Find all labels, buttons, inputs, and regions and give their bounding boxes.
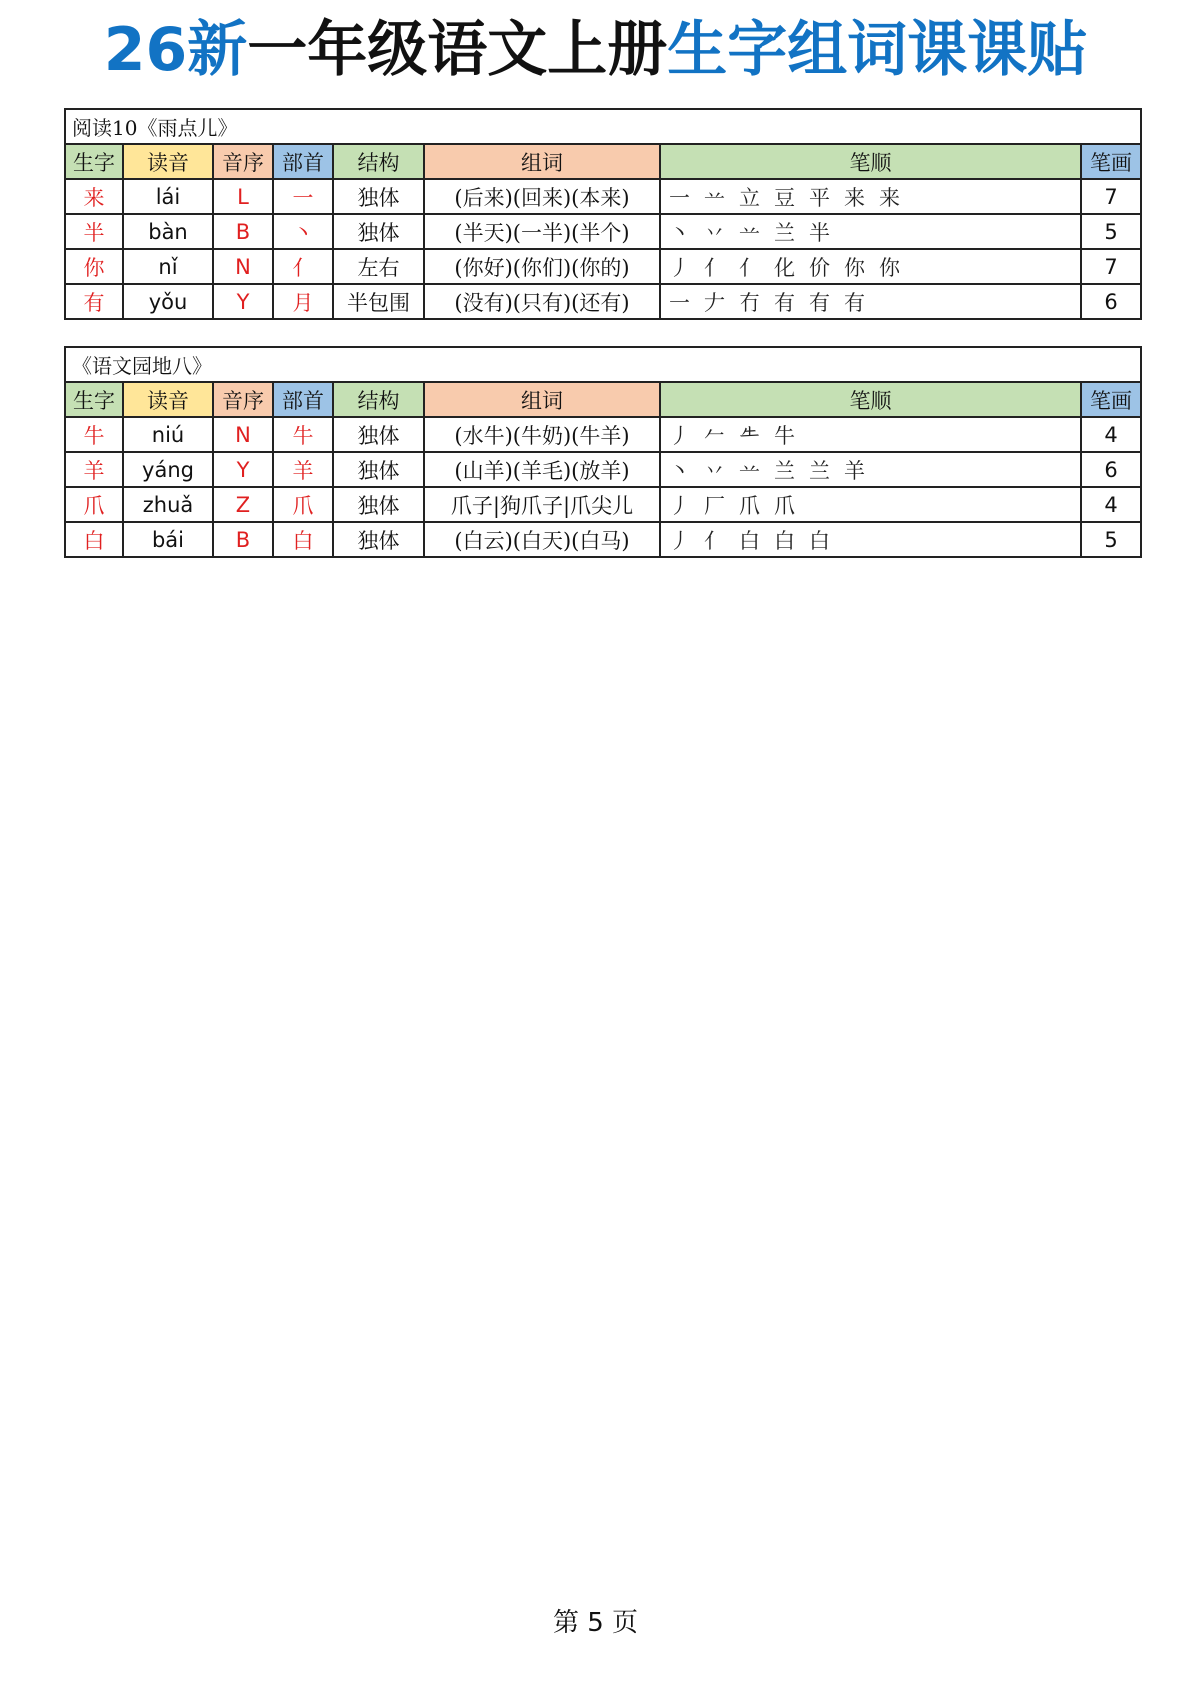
radical-cell: 月 (273, 284, 333, 319)
structure-cell: 半包围 (333, 284, 424, 319)
stroke-step: 丿 (669, 255, 690, 280)
stroke-count-cell: 5 (1081, 522, 1141, 557)
lesson-table-2 (64, 346, 1142, 558)
pinyin-cell: bái (123, 522, 213, 557)
stroke-step: 丶 (669, 220, 690, 245)
order-cell: N (213, 417, 273, 452)
char-cell: 爪 (65, 487, 123, 522)
section-caption-row (65, 347, 1141, 382)
stroke-step: 爪 (739, 493, 760, 518)
stroke-step: 兰 (774, 220, 795, 245)
stroke-step: 丿 (669, 528, 690, 553)
stroke-count-cell: 6 (1081, 452, 1141, 487)
words-cell: (白云)(白天)(白马) (424, 522, 660, 557)
stroke-step: 丿 (669, 423, 690, 448)
stroke-step: 䒑 (739, 458, 760, 483)
structure-cell: 独体 (333, 452, 424, 487)
stroke-order-cell (660, 487, 1081, 522)
stroke-step: 厂 (704, 493, 725, 518)
stroke-step: 一 (669, 185, 690, 210)
words-cell: (水牛)(牛奶)(牛羊) (424, 417, 660, 452)
stroke-step: 丿 (669, 493, 690, 518)
stroke-step: 一 (669, 290, 690, 315)
stroke-step: 平 (809, 185, 830, 210)
table-row (65, 522, 1141, 557)
order-cell: Y (213, 452, 273, 487)
stroke-step: 丷 (704, 220, 725, 245)
stroke-order-cell (660, 417, 1081, 452)
stroke-order-cell (660, 284, 1081, 319)
section-caption-row (65, 109, 1141, 144)
stroke-step: 你 (844, 255, 865, 280)
table-row (65, 417, 1141, 452)
order-cell: Z (213, 487, 273, 522)
title-part-1: 26新 (103, 15, 248, 85)
words-cell: (没有)(只有)(还有) (424, 284, 660, 319)
pinyin-cell: zhuǎ (123, 487, 213, 522)
char-cell: 来 (65, 179, 123, 214)
radical-cell: 丶 (273, 214, 333, 249)
stroke-step: 亻 (739, 255, 760, 280)
stroke-step: 有 (809, 290, 830, 315)
stroke-step: 爪 (774, 493, 795, 518)
stroke-step: 冇 (739, 290, 760, 315)
stroke-step: 你 (879, 255, 900, 280)
stroke-step: 白 (809, 528, 830, 553)
stroke-order-cell (660, 522, 1081, 557)
words-cell: (半天)(一半)(半个) (424, 214, 660, 249)
pinyin-cell: niú (123, 417, 213, 452)
stroke-step: 有 (844, 290, 865, 315)
radical-cell: 白 (273, 522, 333, 557)
title-part-3: 生字组词课课贴 (667, 15, 1088, 85)
char-cell: 你 (65, 249, 123, 284)
stroke-step: 𠂒 (739, 423, 760, 448)
structure-cell: 独体 (333, 487, 424, 522)
stroke-step: 羊 (844, 458, 865, 483)
lesson-table-1 (64, 108, 1142, 320)
stroke-order-cell (660, 249, 1081, 284)
words-cell: (后来)(回来)(本来) (424, 179, 660, 214)
pinyin-cell: nǐ (123, 249, 213, 284)
stroke-step: 𠂇 (704, 290, 725, 315)
stroke-step: 豆 (774, 185, 795, 210)
section-caption: 《语文园地八》 (65, 347, 1141, 382)
structure-cell: 左右 (333, 249, 424, 284)
stroke-count-cell: 7 (1081, 249, 1141, 284)
words-cell: 爪子|狗爪子|爪尖儿 (424, 487, 660, 522)
header-stroke-count-cell: 笔画 (1081, 382, 1141, 417)
order-cell: B (213, 522, 273, 557)
stroke-step: 化 (774, 255, 795, 280)
stroke-step: 来 (844, 185, 865, 210)
header-pinyin-cell: 读音 (123, 144, 213, 179)
structure-cell: 独体 (333, 179, 424, 214)
pinyin-cell: bàn (123, 214, 213, 249)
header-radical-cell: 部首 (273, 144, 333, 179)
stroke-step: 白 (739, 528, 760, 553)
header-pinyin-cell: 读音 (123, 382, 213, 417)
header-row (65, 382, 1141, 417)
words-cell: (你好)(你们)(你的) (424, 249, 660, 284)
header-order-cell: 音序 (213, 382, 273, 417)
pinyin-cell: lái (123, 179, 213, 214)
stroke-step: 有 (774, 290, 795, 315)
header-radical-cell: 部首 (273, 382, 333, 417)
char-cell: 牛 (65, 417, 123, 452)
stroke-count-cell: 4 (1081, 417, 1141, 452)
stroke-step: 牛 (774, 423, 795, 448)
table-row (65, 452, 1141, 487)
stroke-count-cell: 6 (1081, 284, 1141, 319)
structure-cell: 独体 (333, 214, 424, 249)
stroke-step: 兰 (809, 458, 830, 483)
char-cell: 有 (65, 284, 123, 319)
title-part-2: 一年级语文上册 (247, 15, 668, 85)
header-structure-cell: 结构 (333, 144, 424, 179)
stroke-order-cell (660, 179, 1081, 214)
stroke-count-cell: 4 (1081, 487, 1141, 522)
radical-cell: 亻 (273, 249, 333, 284)
stroke-order-cell (660, 214, 1081, 249)
table-row (65, 179, 1141, 214)
header-row (65, 144, 1141, 179)
order-cell: N (213, 249, 273, 284)
stroke-step: 丶 (669, 458, 690, 483)
stroke-step: 䒑 (739, 220, 760, 245)
header-structure-cell: 结构 (333, 382, 424, 417)
char-cell: 羊 (65, 452, 123, 487)
order-cell: L (213, 179, 273, 214)
stroke-count-cell: 7 (1081, 179, 1141, 214)
pinyin-cell: yáng (123, 452, 213, 487)
header-stroke-order-cell: 笔顺 (660, 382, 1081, 417)
stroke-step: 丷 (704, 458, 725, 483)
page-number: 第 5 页 (552, 1608, 639, 1638)
stroke-step: 白 (774, 528, 795, 553)
pinyin-cell: yǒu (123, 284, 213, 319)
stroke-step: 来 (879, 185, 900, 210)
stroke-order-cell (660, 452, 1081, 487)
header-order-cell: 音序 (213, 144, 273, 179)
char-cell: 白 (65, 522, 123, 557)
table-row (65, 487, 1141, 522)
radical-cell: 爪 (273, 487, 333, 522)
stroke-step: 兰 (774, 458, 795, 483)
radical-cell: 羊 (273, 452, 333, 487)
header-char-cell: 生字 (65, 382, 123, 417)
table-row (65, 284, 1141, 319)
header-words-cell: 组词 (424, 144, 660, 179)
order-cell: B (213, 214, 273, 249)
char-cell: 半 (65, 214, 123, 249)
table-row (65, 249, 1141, 284)
stroke-step: 价 (809, 255, 830, 280)
radical-cell: 一 (273, 179, 333, 214)
header-stroke-count-cell: 笔画 (1081, 144, 1141, 179)
words-cell: (山羊)(羊毛)(放羊) (424, 452, 660, 487)
stroke-step: 𠂉 (704, 423, 725, 448)
stroke-step: 立 (739, 185, 760, 210)
structure-cell: 独体 (333, 522, 424, 557)
header-stroke-order-cell: 笔顺 (660, 144, 1081, 179)
header-char-cell: 生字 (65, 144, 123, 179)
page-title (0, 12, 1191, 88)
order-cell: Y (213, 284, 273, 319)
header-words-cell: 组词 (424, 382, 660, 417)
stroke-step: 半 (809, 220, 830, 245)
table-row (65, 214, 1141, 249)
radical-cell: 牛 (273, 417, 333, 452)
stroke-step: 亻 (704, 255, 725, 280)
structure-cell: 独体 (333, 417, 424, 452)
stroke-count-cell: 5 (1081, 214, 1141, 249)
stroke-step: 䒑 (704, 185, 725, 210)
stroke-step: 亻 (704, 528, 725, 553)
section-caption: 阅读10《雨点儿》 (65, 109, 1141, 144)
